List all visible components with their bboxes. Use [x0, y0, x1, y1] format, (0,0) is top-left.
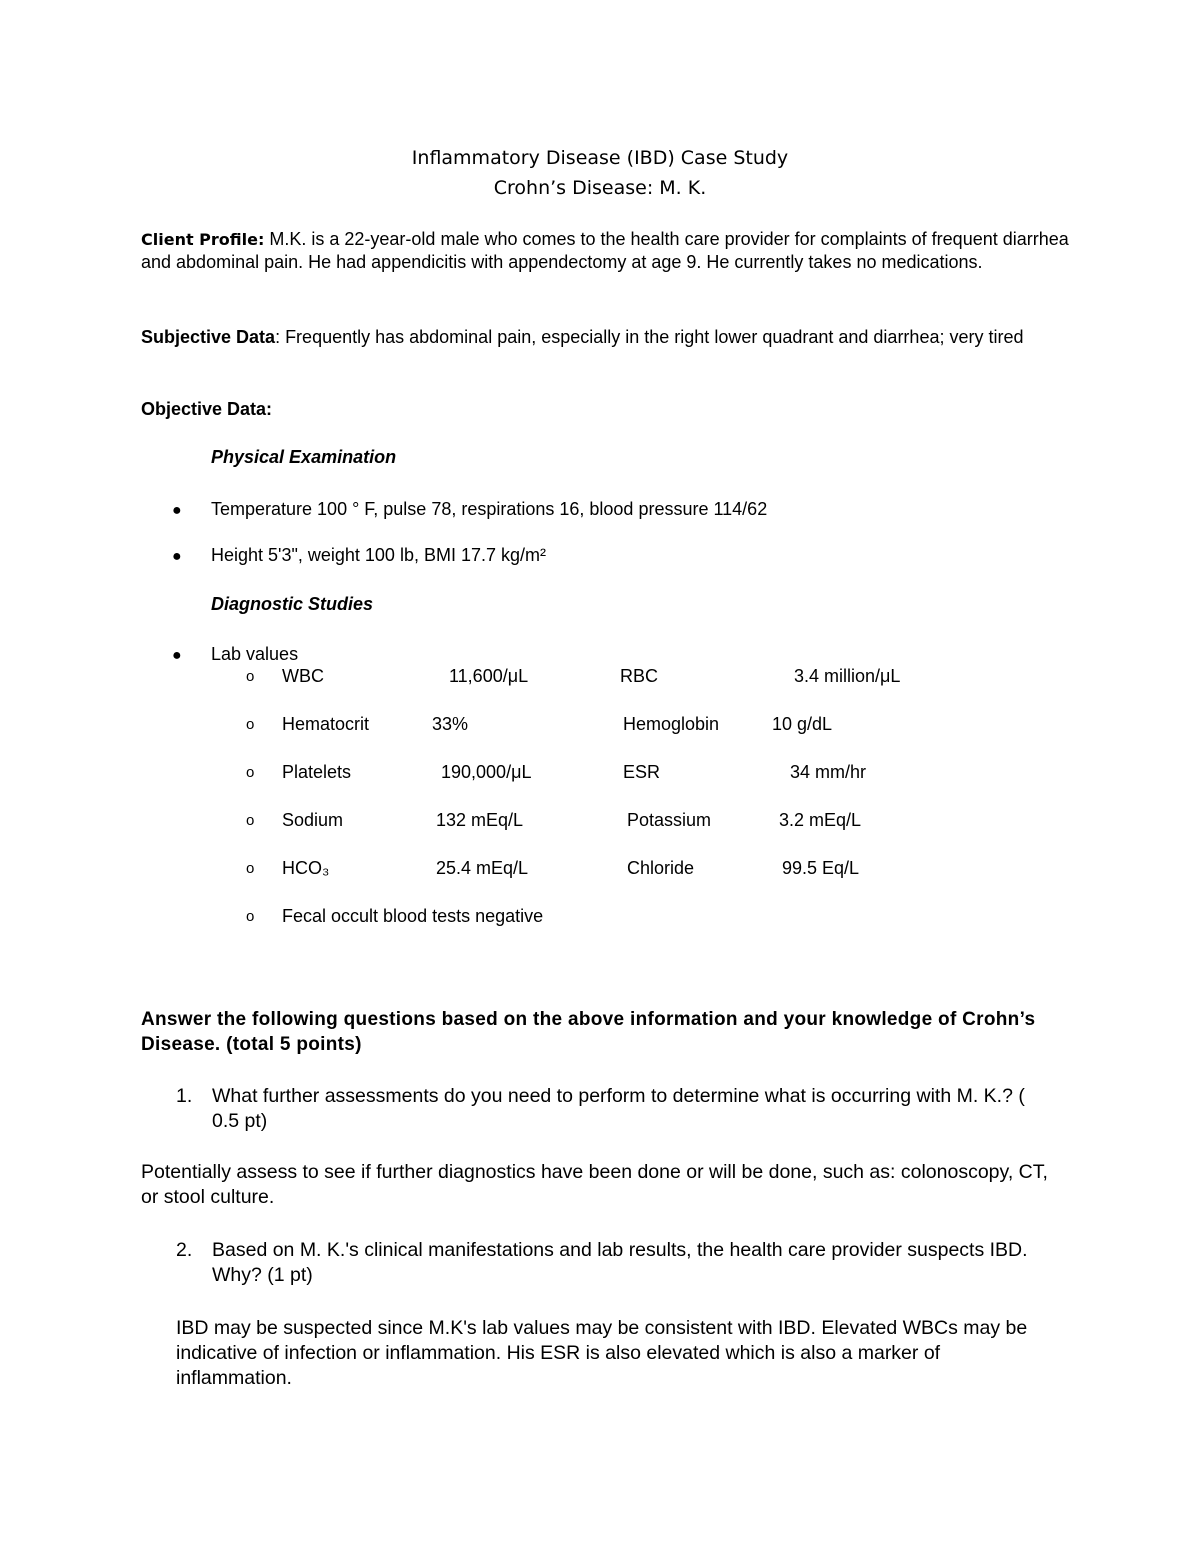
lab-value: 33%	[432, 714, 469, 734]
lab-value: 3.4 million/μL	[794, 666, 901, 686]
fecal-occult-text: Fecal occult blood tests negative	[282, 906, 544, 926]
bullet-icon: ●	[172, 502, 182, 519]
subjective-text: : Frequently has abdominal pain, especially in the right lower quadrant and diarrhea; very tired	[275, 327, 1024, 347]
client-profile-text: M.K. is a 22-year-old male who comes to the health care provider for complaints of frequent diarrhea and abdominal pain. He had appendicitis with appendectomy at age 9. He currently takes no medications.	[141, 229, 1069, 272]
lab-value: 10 g/dL	[772, 714, 833, 734]
question-item	[176, 1084, 1056, 1134]
question-text: What further assessments do you need to perform to determine what is occurring with M. K.? ( 0.5 pt)	[212, 1085, 1025, 1132]
lab-name: Platelets	[282, 762, 352, 782]
lab-value: 11,600/μL	[449, 666, 529, 686]
answer-text: Potentially assess to see if further diagnostics have been done or will be done, such as: colonoscopy, CT, or stool culture.	[141, 1161, 1048, 1208]
lab-row	[246, 714, 1046, 738]
lab-row	[246, 666, 1046, 690]
subjective-data	[141, 326, 1071, 349]
circle-bullet-icon: o	[246, 860, 255, 877]
lab-row	[246, 858, 1046, 882]
answer-text: IBD may be suspected since M.K's lab values may be consistent with IBD. Elevated WBCs may be indicative of infection or inflammation. His ESR is also elevated which is also a marker of inflammation.	[176, 1317, 1028, 1389]
circle-bullet-icon: o	[246, 764, 255, 781]
title-line-1: Inflammatory Disease (IBD) Case Study	[411, 147, 789, 169]
questions-intro: Answer the following questions based on the above information and your knowledge of Crohn’s Disease. (total 5 points)	[141, 1009, 1036, 1055]
lab-value: 25.4 mEq/L	[436, 858, 529, 878]
objective-data	[141, 398, 1071, 421]
lab-value: 190,000/μL	[441, 762, 532, 782]
lab-name: RBC	[620, 666, 659, 686]
lab-name: Potassium	[627, 810, 712, 830]
physical-exam-item: ● Temperature 100 ° F, pulse 78, respirations 16, blood pressure 114/62	[172, 498, 767, 522]
title-line-2: Crohn’s Disease: M. K.	[493, 177, 707, 199]
bullet-icon: ●	[172, 548, 182, 565]
lab-name: Sodium	[282, 810, 344, 830]
client-profile-label: Client Profile:	[141, 230, 265, 249]
lab-value: 34 mm/hr	[790, 762, 867, 782]
lab-value: 99.5 Eq/L	[782, 858, 860, 878]
client-profile	[141, 228, 1071, 274]
objective-label: Objective Data:	[141, 399, 273, 419]
lab-name: Hematocrit	[282, 714, 370, 734]
question-number: 1.	[176, 1085, 193, 1107]
document-title	[0, 143, 1200, 203]
circle-bullet-icon: o	[246, 668, 255, 685]
lab-values-item: ● Lab values	[172, 643, 298, 667]
lab-name: ESR	[623, 762, 661, 782]
question-text: Based on M. K.'s clinical manifestations and lab results, the health care provider suspects IBD. Why? (1 pt)	[212, 1239, 1028, 1286]
subjective-label: Subjective Data	[141, 327, 276, 347]
bullet-icon: ●	[172, 647, 182, 664]
diagnostic-heading: Diagnostic Studies	[211, 594, 374, 614]
lab-name: Chloride	[627, 858, 695, 878]
lab-name: Hemoglobin	[623, 714, 720, 734]
question-number: 2.	[176, 1239, 193, 1261]
physical-exam-heading: Physical Examination	[211, 447, 397, 467]
question-item	[176, 1238, 1056, 1288]
circle-bullet-icon: o	[246, 908, 255, 925]
circle-bullet-icon: o	[246, 812, 255, 829]
lab-name: HCO₃	[282, 858, 330, 878]
lab-value: 132 mEq/L	[436, 810, 524, 830]
lab-row	[246, 906, 1046, 930]
physical-exam-item: ● Height 5'3", weight 100 lb, BMI 17.7 kg/m²	[172, 544, 546, 568]
circle-bullet-icon: o	[246, 716, 255, 733]
lab-row	[246, 762, 1046, 786]
lab-value: 3.2 mEq/L	[779, 810, 862, 830]
lab-row	[246, 810, 1046, 834]
lab-name: WBC	[282, 666, 324, 686]
